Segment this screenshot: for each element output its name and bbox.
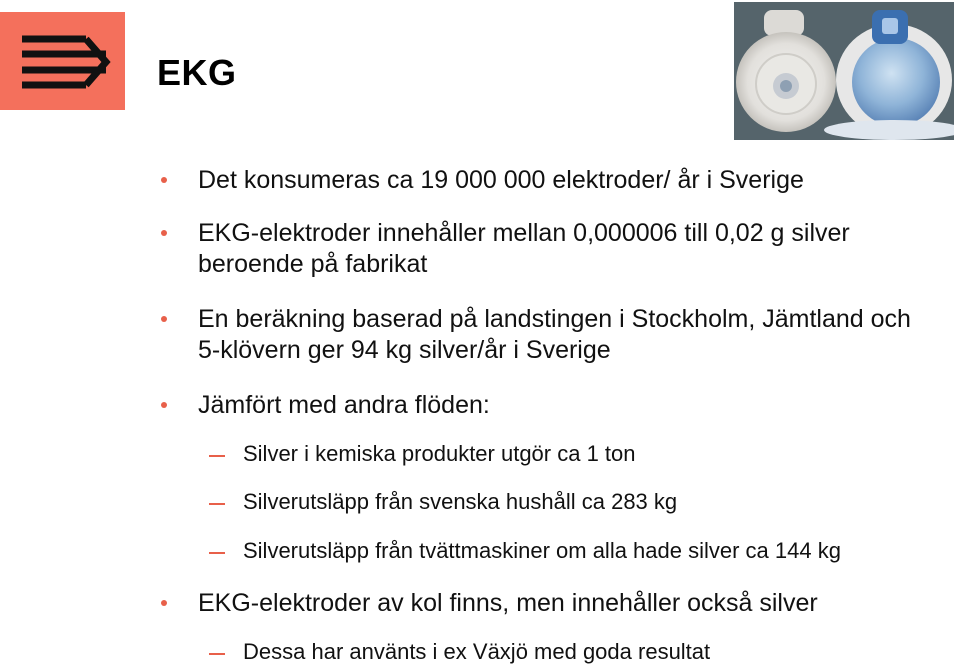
list-item: Det konsumeras ca 19 000 000 elektroder/ år i Sverige bbox=[198, 165, 938, 196]
sub-bullet-dash bbox=[209, 455, 225, 457]
list-item: EKG-elektroder av kol finns, men innehåller också silver bbox=[198, 588, 938, 619]
bullet-dot bbox=[161, 402, 167, 408]
list-item: EKG-elektroder innehåller mellan 0,000006 till 0,02 g silver beroende på fabrikat bbox=[198, 218, 938, 280]
sub-list-item: Silverutsläpp från tvättmaskiner om alla hade silver ca 144 kg bbox=[243, 537, 953, 565]
sub-list-item: Silver i kemiska produkter utgör ca 1 ton bbox=[243, 440, 953, 468]
sub-bullet-dash bbox=[209, 653, 225, 655]
bullet-dot bbox=[161, 316, 167, 322]
slide-title: EKG bbox=[157, 52, 237, 93]
sub-bullet-dash bbox=[209, 503, 225, 505]
sub-list-item: Dessa har använts i ex Växjö med goda resultat bbox=[243, 638, 953, 666]
arrows-logo-icon bbox=[0, 12, 125, 110]
list-item: Jämfört med andra flöden: bbox=[198, 390, 938, 421]
ekg-electrode-photo bbox=[734, 2, 954, 140]
bullet-dot bbox=[161, 600, 167, 606]
logo bbox=[0, 12, 125, 110]
bullet-dot bbox=[161, 230, 167, 236]
bullet-dot bbox=[161, 177, 167, 183]
sub-bullet-dash bbox=[209, 552, 225, 554]
list-item: En beräkning baserad på landstingen i Stockholm, Jämtland och 5-klövern ger 94 kg silver/år i Sverige bbox=[198, 304, 938, 366]
sub-list-item: Silverutsläpp från svenska hushåll ca 283 kg bbox=[243, 488, 953, 516]
